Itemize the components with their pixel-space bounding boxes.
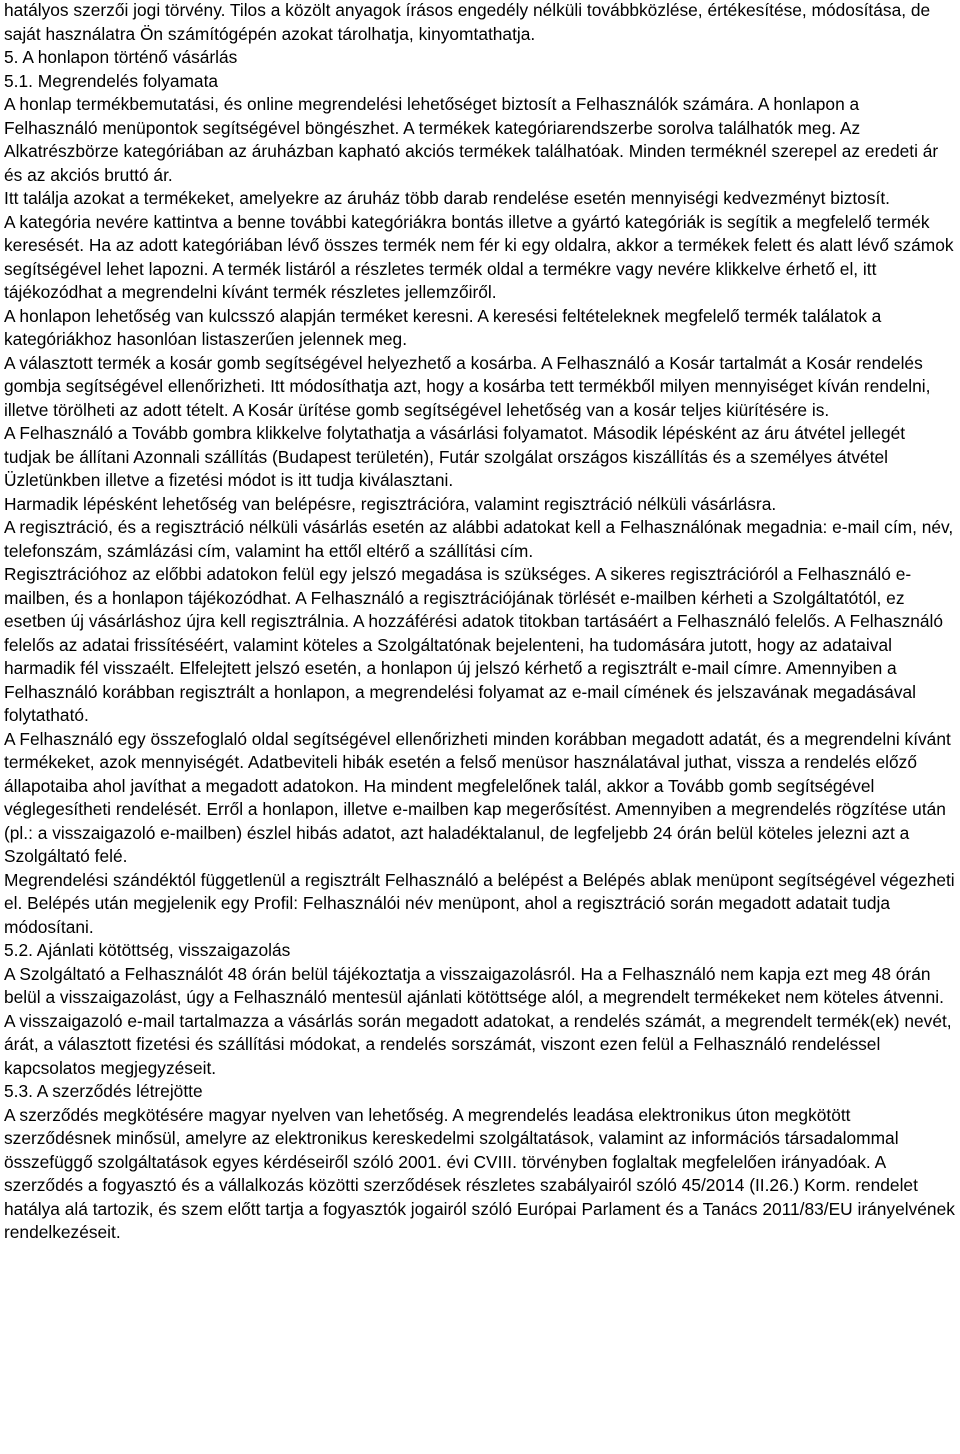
paragraph-required-data: A regisztráció, és a regisztráció nélküli vásárlás esetén az alábbi adatokat kell a Felhasználónak megadnia: e-mail cím, név, telefonszám, számlázási cím, valamint ha ettől eltérő a szállítási cím. xyxy=(4,517,954,561)
paragraph-summary: A Felhasználó egy összefoglaló oldal segítségével ellenőrizheti minden korábban megadott adatát, és a megrendelni kívánt termékeket, azok mennyiségét. Adatbeviteli hibák esetén a felső menüsor használatával juthat, vissza a rendelés előző állapotaiba ahol javíthat a megadott adatokon. Ha mindent megfelelőnek talál, akkor a Tovább gomb segítségével véglegesítheti rendelését. Erről a honlapon, illetve e-mailben kap megerősítést. Amennyiben a megrendelés rögzítése után (pl.: a visszaigazoló e-mailben) észlel hibás adatot, azt haladéktalanul, de legfeljebb 24 órán belül köteles jelezni azt a Szolgáltató felé. xyxy=(4,728,951,866)
paragraph-registration: Regisztrációhoz az előbbi adatokon felül egy jelszó megadása is szükséges. A sikeres regisztrációról a Felhasználó e-mailben, és a honlapon tájékozódhat. A Felhasználó a regisztrációjának törlését e-mailben kérheti a Szolgáltatótól, ez esetben új vásárláshoz újra kell regisztrálnia. A hozzáférési adatok titokban tartásáért a Felhasználó felelős. A Felhasználó felelős az adatai frissítéséért, valamint köteles a Szolgáltatónak bejelenteni, ha tudomására jutott, hogy az adataival harmadik fél visszaélt. Elfelejtett jelszó esetén, a honlapon új jelszó kérhető a regisztrált e-mail címre. Amennyiben a Felhasználó korábban regisztrált a honlapon, a megrendelési folyamat az e-mail címének és jelszavának megadásával folytatható. xyxy=(4,564,944,725)
paragraph-confirmation-content: A visszaigazoló e-mail tartalmazza a vásárlás során megadott adatokat, a rendelés számát, a megrendelt termék(ek) nevét, árát, a választott fizetési és szállítási módokat, a rendelés sorszámát, viszont ezen felül a Felhasználó rendeléssel kapcsolatos megjegyzéseit. xyxy=(4,1010,952,1078)
paragraph-categories: A kategória nevére kattintva a benne további kategóriákra bontás illetve a gyártó kategóriák is segítik a megfelelő termék keresését. Ha az adott kategóriában lévő összes termék nem fér ki egy oldalra, akkor a termékek felett és alatt lévő számok segítségével lehet lapozni. A termék listáról a részletes termék oldal a termékre vagy nevére klikkelve érhető el, itt tájékozódhat a megrendelni kívánt termék részletes jellemzőiről. xyxy=(4,211,954,302)
paragraph-copyright-notice: hatályos szerzői jogi törvény. Tilos a közölt anyagok írásos engedély nélküli továbbközlése, értékesítése, módosítása, de saját használatra Ön számítógépén azokat tárolhatja, kinyomtathatja. xyxy=(4,0,931,44)
section-heading-5-1: 5.1. Megrendelés folyamata xyxy=(4,70,219,91)
paragraph-delivery: A Felhasználó a Tovább gombra klikkelve folytathatja a vásárlási folyamatot. Második lépésként az áru átvétel jellegét tudjak be állítani Azonnali szállítás (Budapest területén), Futár szolgálat országos kiszállítás és a személyes átvétel Üzletünkben illetve a fizetési módot is itt tudja kiválasztani. xyxy=(4,423,906,490)
paragraph-contract: A szerződés megkötésére magyar nyelven van lehetőség. A megrendelés leadása elektronikus úton megkötött szerződésnek minősül, amelyre az elektronikus kereskedelmi szolgáltatások, valamint az információs társadalommal összefüggő szolgáltatások egyes kérdéseiről szóló 2001. évi CVIII. törvényben foglaltak megfelelően irányadóak. A szerződés a fogyasztó és a vállalkozás közötti szerződések részletes szabályairól szóló 45/2014 (II.26.) Korm. rendelet hatálya alá tartozik, és szem előtt tartja a fogyasztók jogairól szóló Európai Parlament és a Tanács 2011/83/EU irányelvének rendelkezéseit. xyxy=(4,1104,955,1242)
paragraph-confirmation-deadline: A Szolgáltató a Felhasználót 48 órán belül tájékoztatja a visszaigazolásról. Ha a Felhasználó nem kapja ezt meg 48 órán belül a visszaigazolást, úgy a Felhasználó mentesül ajánlati kötöttsége alól, a megrendelt termékeket nem köteles átvenni. xyxy=(4,963,944,1007)
paragraph-cart: A választott termék a kosár gomb segítségével helyezhető a kosárba. A Felhasználó a Kosár tartalmát a Kosár rendelés gombja segítségével ellenőrizheti. Itt módosíthatja azt, hogy a kosárba tett termékből milyen mennyiséget kíván rendelni, illetve törölheti az adott tételt. A Kosár ürítése gomb segítségével lehetőség van a kosár teljes kiürítésére is. xyxy=(4,352,931,420)
paragraph-browsing: A honlap termékbemutatási, és online megrendelési lehetőséget biztosít a Felhasználók számára. A honlapon a Felhasználó menüpontok segítségével böngészhet. A termékek kategóriarendszerbe sorolva találhatók meg. Az Alkatrészbörze kategóriában az áruházban kapható akciós termékek találhatóak. Minden terméknél szerepel az eredeti ár és az akciós bruttó ár. xyxy=(4,94,939,185)
paragraph-search: A honlapon lehetőség van kulcsszó alapján terméket keresni. A keresési feltételeknek megfelelő termék találatok a kategóriákhoz hasonlóan listaszerűen jelennek meg. xyxy=(4,305,882,349)
paragraph-quantity-discount: Itt találja azokat a termékeket, amelyekre az áruház több darab rendelése esetén mennyiségi kedvezményt biztosít. xyxy=(4,188,890,208)
section-heading-5-2: 5.2. Ajánlati kötöttség, visszaigazolás xyxy=(4,940,291,960)
paragraph-login-step: Harmadik lépésként lehetőség van belépésre, regisztrációra, valamint regisztráció nélküli vásárlásra. xyxy=(4,493,777,514)
paragraph-profile: Megrendelési szándéktól függetlenül a regisztrált Felhasználó a belépést a Belépés ablak menüpont segítségével végezheti el. Belépés után megjelenik egy Profil: Felhasználói név menüpont, ahol a regisztráció során megadott adatait tudja módosítani. xyxy=(4,869,955,937)
section-heading-5-3: 5.3. A szerződés létrejötte xyxy=(4,1081,203,1101)
section-heading-5: 5. A honlapon történő vásárlás xyxy=(4,47,238,67)
